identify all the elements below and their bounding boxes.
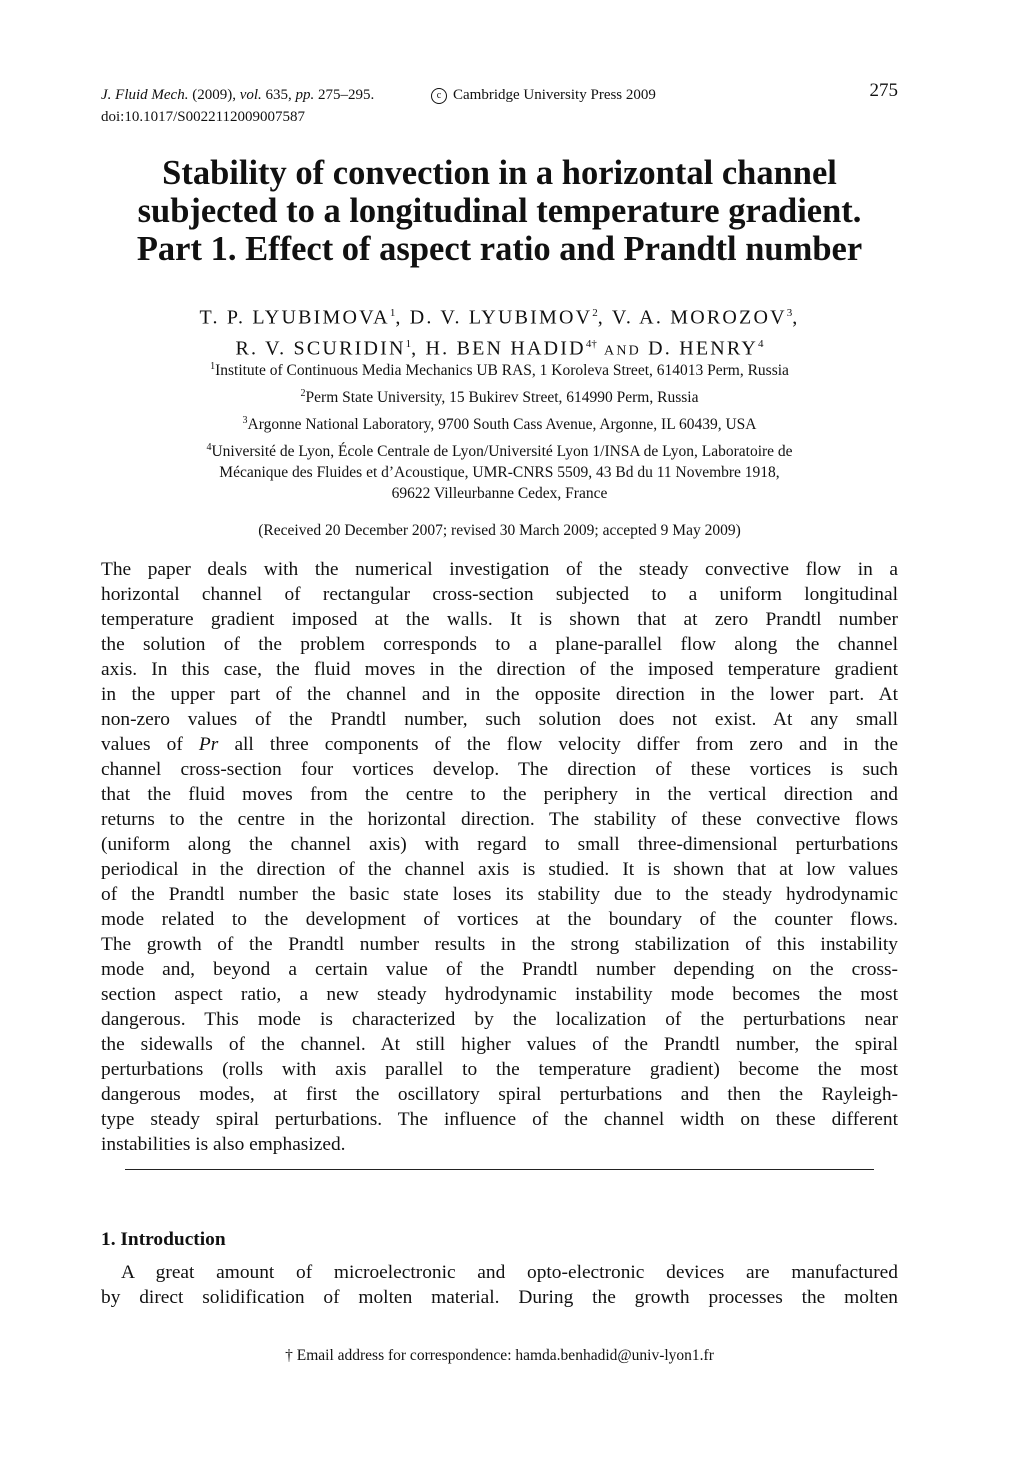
title-line: Part 1. Effect of aspect ratio and Prandtl number [136,230,863,268]
abstract-line: non-zero values of the Prandtl number, such solution does not exist. At any small [101,709,898,730]
author-affil-mark: 1 [405,337,412,350]
author-separator: , [395,306,410,329]
author-name: V. A. MOROZOV [611,306,787,329]
affiliation-line: Mécanique des Fluides et d’Acoustique, UMR-CNRS 5509, 43 Bd du 11 Novembre 1918, [219,464,780,482]
abstract-line: The growth of the Prandtl number results in the strong stabilization of this instability [101,934,898,955]
abstract-line: returns to the centre in the horizontal direction. The stability of these convective flows [101,809,898,830]
copyright-text: Cambridge University Press 2009 [453,87,656,103]
abstract-line: horizontal channel of rectangular cross-section subjected to a uniform longitudinal [101,584,898,605]
abstract-line: mode related to the development of vortices at the boundary of the counter flows. [101,909,898,930]
correspondence-footnote: † Email address for correspondence: hamda.benhadid@univ-lyon1.fr [285,1347,714,1364]
author-affil-mark: 2 [592,307,598,319]
affiliation-line: 69622 Villeurbanne Cedex, France [391,485,608,503]
author-name: T. P. LYUBIMOVA [199,306,390,329]
abstract-line-pr [101,732,898,757]
abstract-line: temperature gradient imposed at the walls. It is shown that at zero Prandtl number [101,609,898,630]
author-affil-mark: 4 [757,337,764,350]
affiliation-line [101,437,898,462]
doi: doi:10.1017/S0022112009007587 [101,109,306,125]
abstract [101,557,898,1157]
author-name: H. BEN HADID [425,337,586,360]
body-line: by direct solidification of molten material. During the growth processes the molten [101,1287,898,1308]
affiliation-2 [101,383,898,408]
page-range: 275–295. [318,87,375,103]
abstract-text: all three components of the flow velocity differ from zero and in the [218,734,898,755]
abstract-line: channel cross-section four vortices develop. The direction of these vortices is such [101,759,898,780]
abstract-divider [125,1169,874,1170]
abstract-line: dangerous. This mode is characterized by the localization of the perturbations near [101,1009,898,1030]
affiliation-mark: 4 [206,442,212,453]
abstract-line: instabilities is also emphasized. [101,1134,346,1155]
author-name: D. HENRY [648,337,758,360]
abstract-line: mode and, beyond a certain value of the Prandtl number depending on the cross- [101,959,898,980]
abstract-line: the sidewalls of the channel. At still higher values of the Prandtl number, the spiral [101,1034,898,1055]
affiliation-3 [101,410,898,435]
author-separator: , [597,306,612,329]
introduction-text [101,1260,898,1310]
prandtl-symbol: Pr [198,734,219,755]
affiliation-text: Argonne National Laboratory, 9700 South Cass Avenue, Argonne, IL 60439, USA [247,416,757,434]
body-line: A great amount of microelectronic and opto-electronic devices are manufactured [121,1262,898,1283]
abstract-line: of the Prandtl number the basic state loses its stability due to the steady hydrodynamic [101,884,898,905]
abstract-line: in the upper part of the channel and in the opposite direction in the lower part. At [101,684,898,705]
affiliation-mark: 3 [242,415,248,426]
author-affil-mark: 1 [389,307,396,319]
affiliation-text: Perm State University, 15 Bukirev Street, 614990 Perm, Russia [305,389,699,407]
and-word: AND [604,343,641,359]
author-line [101,300,898,331]
journal-year: (2009), [192,87,236,103]
abstract-text: values of [101,734,199,755]
abstract-line: perturbations (rolls with axis parallel to the temperature gradient) become the most [101,1059,898,1080]
author-name: R. V. SCURIDIN [235,337,406,360]
abstract-line: the solution of the problem corresponds to a plane-parallel flow along the channel [101,634,898,655]
affiliation-text: Institute of Continuous Media Mechanics UB RAS, 1 Koroleva Street, 614013 Perm, Russia [215,362,789,380]
volume-label: vol. [239,87,262,103]
affiliation-mark: 1 [210,361,216,372]
paper-title [101,154,898,268]
abstract-line: axis. In this case, the fluid moves in the direction of the imposed temperature gradient [101,659,898,680]
abstract-line: (uniform along the channel axis) with regard to small three-dimensional perturbations [101,834,898,855]
affiliation-4 [101,437,898,504]
title-line: subjected to a longitudinal temperature gradient. [137,192,862,230]
title-line: Stability of convection in a horizontal channel [162,154,837,192]
abstract-line: that the fluid moves from the centre to the periphery in the vertical direction and [101,784,898,805]
journal-name: J. Fluid Mech. [101,87,189,103]
abstract-line: dangerous modes, at first the oscillatory spiral perturbations and then the Rayleigh- [101,1084,898,1105]
abstract-line: type steady spiral perturbations. The influence of the channel width on these different [101,1109,898,1130]
abstract-line: periodical in the direction of the channel axis is studied. It is shown that at low values [101,859,898,880]
section-heading: 1. Introduction [101,1229,226,1250]
copyright-icon: c [431,88,447,104]
author-separator: , [411,337,426,360]
page-number: 275 [869,80,898,101]
author-affil-mark: 3 [786,307,793,319]
author-separator: , [792,306,800,329]
received-dates: (Received 20 December 2007; revised 30 March 2009; accepted 9 May 2009) [258,522,741,539]
author-affil-mark: 4† [585,337,597,350]
copyright-notice [431,84,656,106]
abstract-line: The paper deals with the numerical investigation of the steady convective flow in a [101,559,898,580]
volume-number: 635, [265,87,292,103]
pages-label: pp. [295,87,315,103]
author-list [101,300,898,364]
author-name: D. V. LYUBIMOV [409,306,593,329]
journal-citation [101,84,374,106]
affiliation-mark: 2 [300,388,306,399]
affiliation-1 [101,356,898,381]
affiliation-text: Université de Lyon, École Centrale de Lyon/Université Lyon 1/INSA de Lyon, Laboratoire de [211,443,793,461]
paper-page [101,0,898,1459]
abstract-line: section aspect ratio, a new steady hydrodynamic instability mode becomes the most [101,984,898,1005]
